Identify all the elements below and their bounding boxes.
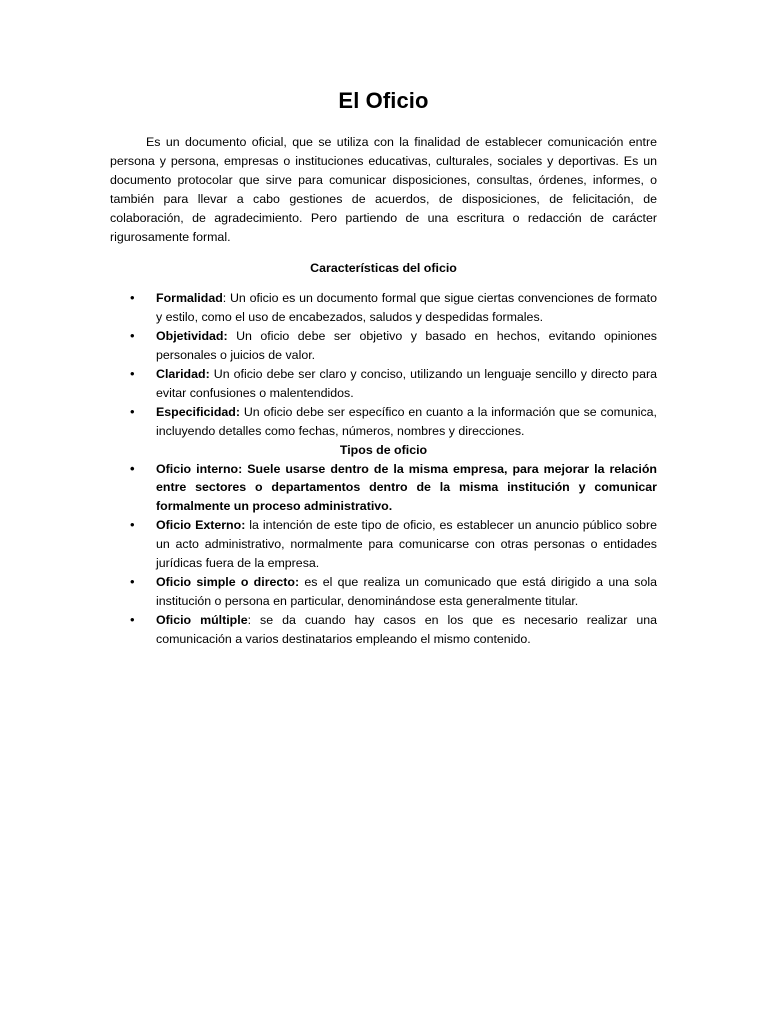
bullet-icon: • [130, 611, 135, 627]
item-term: Claridad: [156, 366, 210, 381]
item-text: Un oficio debe ser claro y conciso, utilizando un lenguaje sencillo y directo para evitar confusiones o malentendidos. [156, 366, 657, 400]
bullet-icon: • [130, 460, 135, 476]
item-text: la intención de este tipo de oficio, es establecer un anuncio público sobre un acto administrativo, normalmente para comunicarse con otras personas o entidades jurídicas fuera de la empresa. [156, 518, 657, 571]
list-item-claridad [110, 365, 657, 403]
list-item-oficio-multiple [110, 611, 657, 649]
item-text: : se da cuando hay casos en los que es necesario realizar una comunicación a varios destinatarios empleando el mismo contenido. [156, 612, 657, 646]
item-text: Un oficio debe ser específico en cuanto a la información que se comunica, incluyendo detalles como fechas, números, nombres y direcciones. [156, 404, 657, 438]
intro-paragraph: Es un documento oficial, que se utiliza con la finalidad de establecer comunicación entre persona y persona, empresas o instituciones educativas, culturales, sociales y deportivas. Es un documento protocolar que sirve para comunicar disposiciones, consultas, órdenes, informes, o también para llevar a cabo gestiones de acuerdos, de disposiciones, de felicitación, de colaboración, de agradecimiento. Pero partiendo de una escritura o redacción de carácter rigurosamente formal. [110, 135, 657, 244]
types-list [110, 460, 657, 649]
bullet-icon: • [130, 573, 135, 589]
bullet-icon: • [130, 328, 135, 344]
item-term: Especificidad: [156, 404, 241, 419]
bullet-icon: • [130, 517, 135, 533]
list-item-oficio-externo [110, 516, 657, 573]
item-term: Oficio simple o directo: [156, 574, 300, 589]
bullet-icon: • [130, 290, 135, 306]
item-term: Oficio Externo: [156, 518, 246, 533]
types-heading: Tipos de oficio [339, 442, 428, 457]
item-term: Objetividad: [156, 329, 228, 344]
document-title: El Oficio [338, 88, 429, 113]
item-text: Un oficio es un documento formal que sigue ciertas convenciones de formato y estilo, como el uso de encabezados, saludos y despedidas formales. [156, 291, 657, 325]
item-text: Suele usarse dentro de la misma empresa, para mejorar la relación entre sectores o departamentos dentro de la misma institución y comunicar formalmente un proceso administrativo. [156, 461, 657, 514]
list-item-especificidad [110, 403, 657, 441]
features-heading: Características del oficio [310, 261, 457, 276]
item-term: Oficio interno: [156, 461, 243, 476]
item-term: Oficio múltiple [156, 612, 248, 627]
list-item-oficio-interno [110, 460, 657, 517]
list-item-oficio-simple [110, 573, 657, 611]
list-item-formalidad [110, 289, 657, 327]
bullet-icon: • [130, 365, 135, 381]
item-term: Formalidad [156, 291, 223, 306]
item-separator: : [222, 291, 227, 306]
document-body [110, 86, 657, 649]
bullet-icon: • [130, 403, 135, 419]
item-text: es el que realiza un comunicado que está dirigido a una sola institución o persona en particular, denominándose esta generalmente titular. [156, 574, 657, 608]
list-item-objetividad [110, 327, 657, 365]
item-text: Un oficio debe ser objetivo y basado en hechos, evitando opiniones personales o juicios de valor. [156, 329, 657, 363]
features-list [110, 289, 657, 440]
